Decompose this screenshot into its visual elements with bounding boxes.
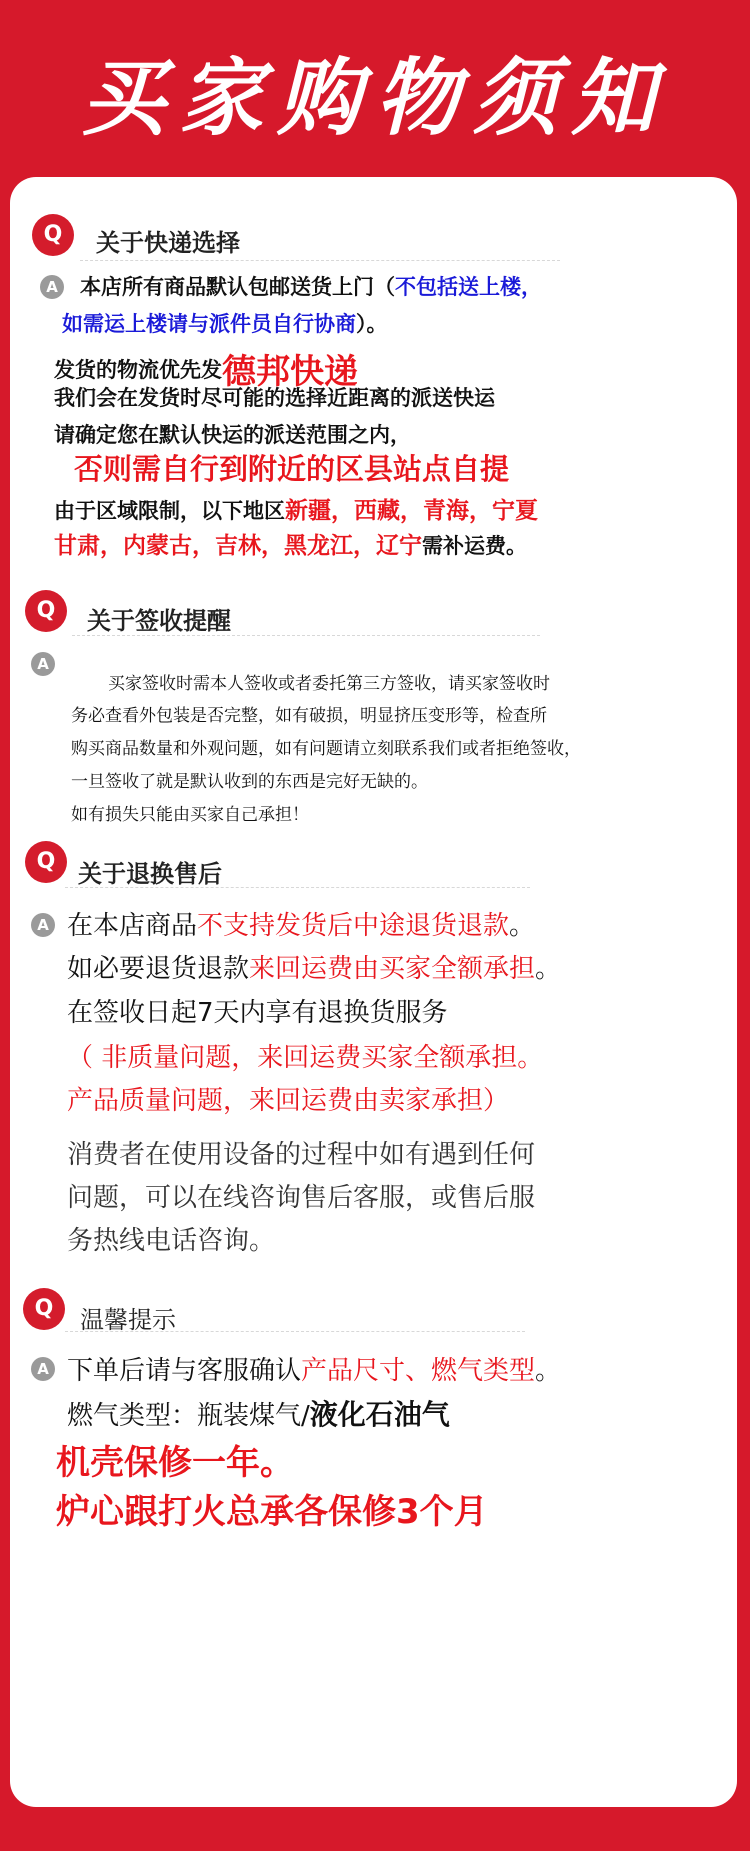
divider: [65, 1331, 525, 1332]
tips-heading: 温馨提示: [80, 1306, 176, 1334]
receipt-line-1: 买家签收时需本人签收或者委托第三方签收，请买家签收时: [108, 674, 550, 694]
returns-heading: 关于退换售后: [78, 860, 222, 888]
tips-line-4: 炉心跟打火总承各保修3个月: [56, 1492, 488, 1532]
answer-badge-icon: A: [40, 275, 64, 299]
receipt-line-3: 购买商品数量和外观问题，如有问题请立刻联系我们或者拒绝签收，: [71, 739, 581, 759]
shipping-line-1: 本店所有商品默认包邮送货上门（不包括送上楼，: [80, 275, 542, 299]
shipping-line-7: 由于区域限制，以下地区新疆，西藏，青海，宁夏: [54, 498, 538, 524]
tips-line-2: 燃气类型：瓶装煤气/液化石油气: [67, 1398, 450, 1431]
tips-line-1: 下单后请与客服确认产品尺寸、燃气类型。: [67, 1356, 562, 1386]
returns-line-8: 务热线电话咨询。: [67, 1226, 276, 1256]
returns-line-4: （ 非质量问题，来回运费买家全额承担。: [67, 1043, 544, 1073]
page-title: 买家购物须知: [80, 49, 669, 147]
divider: [65, 887, 530, 888]
divider: [72, 635, 540, 636]
shipping-line-4: 我们会在发货时尽可能的选择近距离的派送快运: [54, 386, 495, 410]
question-badge-icon: Q: [25, 841, 67, 883]
receipt-line-5: 如有损失只能由买家自己承担！: [71, 805, 309, 825]
answer-badge-icon: A: [31, 1357, 55, 1381]
shipping-line-2: 如需运上楼请与派件员自行协商）。: [62, 312, 388, 336]
returns-line-6: 消费者在使用设备的过程中如有遇到任何: [67, 1140, 536, 1170]
shipping-heading: 关于快递选择: [96, 229, 240, 257]
returns-line-3: 在签收日起7天内享有退换货服务: [67, 998, 448, 1028]
returns-line-1: 在本店商品不支持发货后中途退货退款。: [67, 911, 536, 941]
returns-line-2: 如必要退货退款来回运费由买家全额承担。: [67, 954, 562, 984]
notice-card: [10, 177, 737, 1807]
shipping-line-8: 甘肃，内蒙古，吉林，黑龙江，辽宁需补运费。: [54, 533, 527, 559]
question-badge-icon: Q: [23, 1288, 65, 1330]
tips-line-3: 机壳保修一年。: [56, 1443, 294, 1483]
receipt-line-2: 务必查看外包装是否完整，如有破损，明显挤压变形等，检查所: [71, 706, 547, 726]
receipt-line-4: 一旦签收了就是默认收到的东西是完好无缺的。: [71, 772, 428, 792]
shipping-line-5: 请确定您在默认快运的派送范围之内，: [54, 423, 411, 447]
receipt-heading: 关于签收提醒: [87, 607, 231, 635]
shipping-line-6: 否则需自行到附近的区县站点自提: [74, 452, 510, 486]
shipping-line-3: 发货的物流优先发德邦快递: [54, 352, 358, 392]
divider: [80, 260, 560, 261]
question-badge-icon: Q: [25, 590, 67, 632]
answer-badge-icon: A: [31, 652, 55, 676]
question-badge-icon: Q: [32, 214, 74, 256]
returns-line-7: 问题，可以在线咨询售后客服，或售后服: [67, 1183, 536, 1213]
answer-badge-icon: A: [31, 913, 55, 937]
returns-line-5: 产品质量问题，来回运费由卖家承担）: [67, 1086, 510, 1116]
